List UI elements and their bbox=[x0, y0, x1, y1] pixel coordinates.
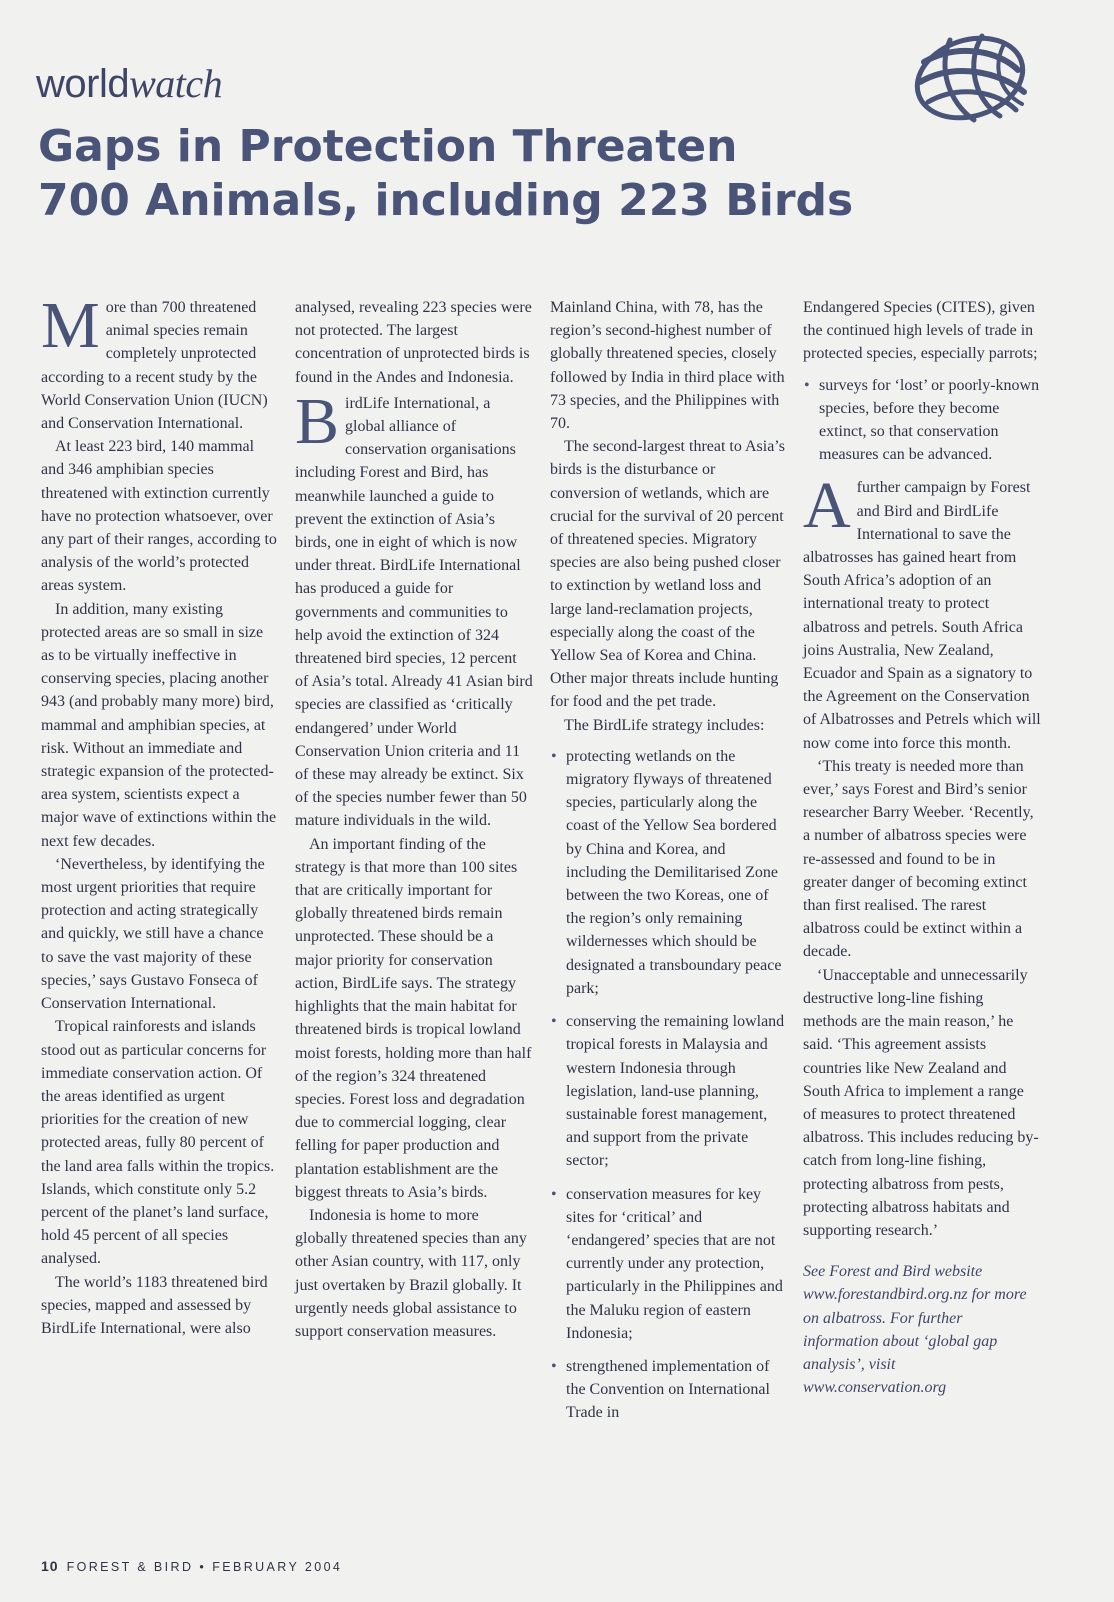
section-word-1: world bbox=[36, 62, 130, 106]
list-item-continued: Endangered Species (CITES), given the continued high levels of trade in protected species, especially parrots; bbox=[803, 299, 1038, 363]
paragraph: The BirdLife strategy includes: bbox=[564, 716, 765, 734]
footer-separator: • bbox=[199, 1560, 207, 1574]
article-column-1 bbox=[41, 289, 279, 1340]
paragraph: An important finding of the strategy is that more than 100 sites that are critically important for globally threatened birds remain unprotected. These should be a major priority for conservation action, BirdLife says. The strategy highlights that the main habitat for threatened birds is tropical lowland moist forests, holding more than half of the region’s 324 threatened species. Forest loss and degradation due to commercial logging, clear felling for paper production and plantation establishment are the biggest threats to Asia’s birds. bbox=[295, 835, 532, 1201]
list-item: • conservation measures for key sites for ‘critical’ and ‘endangered’ species that are not currently under any protection, particularly in the Philippines and the Maluku region of eastern Indonesia; bbox=[550, 1183, 788, 1345]
paragraph: Mainland China, with 78, has the region’s second-highest number of globally threatened species, closely followed by India in third place with 73 species, and the Philippines with 70. bbox=[550, 299, 785, 433]
strategy-list bbox=[550, 745, 788, 1425]
paragraph-text: irdLife International, a global alliance of conservation organisations including Forest and Bird, has meanwhile launched a guide to prevent the extinction of Asia’s birds, one in eight of which is now under threat. BirdLife International has produced a guide for governments and communities to help avoid the extinction of 324 threatened bird species, 12 percent of Asia’s total. Already 41 Asian bird species are classified as ‘critically endangered’ under World Conservation Union criteria and 11 of these may already be extinct. Six of the species number fewer than 50 mature individuals in the wild. bbox=[295, 394, 533, 830]
list-item: • conserving the remaining lowland tropical forests in Malaysia and western Indonesia through legislation, land-use planning, sustainable forest management, and support from the private sector; bbox=[550, 1010, 788, 1172]
paragraph bbox=[295, 384, 533, 833]
strategy-list-continued bbox=[803, 374, 1041, 467]
further-info-note: See Forest and Bird website www.forestandbird.org.nz for more on albatross. For further information about ‘global gap analysis’, visit www.conservation.org bbox=[803, 1263, 1027, 1397]
list-item: • surveys for ‘lost’ or poorly-known species, before they become extinct, so that conservation measures can be advanced. bbox=[803, 374, 1041, 467]
page-footer bbox=[41, 1558, 342, 1574]
article-column-4 bbox=[803, 296, 1041, 1399]
drop-cap: A bbox=[803, 469, 851, 543]
drop-cap: M bbox=[41, 289, 100, 362]
drop-cap: B bbox=[295, 384, 340, 458]
article-column-2 bbox=[295, 296, 533, 1343]
paragraph-text: ore than 700 threatened animal species remain completely unprotected according to a recent study by the World Conservation Union (IUCN) and Conservation International. bbox=[41, 299, 268, 433]
headline-line-1: Gaps in Protection Threaten bbox=[38, 121, 738, 172]
paragraph bbox=[41, 289, 279, 435]
paragraph: The second-largest threat to Asia’s birds is the disturbance or conversion of wetlands, which are crucial for the survival of 20 percent of threatened species. Migratory species are also being pushed closer to extinction by wetland loss and large land-reclamation projects, especially along the coast of the Yellow Sea of Korea and China. Other major threats include hunting for food and the pet trade. bbox=[550, 438, 785, 711]
paragraph: analysed, revealing 223 species were not protected. The largest concentration of unprotected birds is found in the Andes and Indonesia. bbox=[295, 299, 532, 386]
paragraph: ‘This treaty is needed more than ever,’ says Forest and Bird’s senior researcher Barry Weeber. ‘Recently, a number of albatross species were re-assessed and found to be in greater danger of becoming extinct than first realised. The rarest albatross could be extinct within a decade. bbox=[803, 757, 1034, 961]
headline-line-2: 700 Animals, including 223 Birds bbox=[38, 175, 854, 226]
list-item: • strengthened implementation of the Convention on International Trade in bbox=[550, 1355, 788, 1425]
section-heading bbox=[36, 60, 222, 107]
paragraph: In addition, many existing protected areas are so small in size as to be virtually ineffective in conserving species, placing another 943 (and probably many more) bird, mammal and amphibian species, at risk. Without an immediate and strategic expansion of the protected-area system, scientists expect a major wave of extinctions within the next few decades. bbox=[41, 600, 277, 850]
paragraph bbox=[803, 469, 1041, 754]
article-column-3 bbox=[550, 296, 788, 1435]
issue-date: FEBRUARY 2004 bbox=[212, 1560, 343, 1574]
page-number: 10 bbox=[41, 1558, 59, 1574]
paragraph: ‘Unacceptable and unnecessarily destructive long-line fishing methods are the main reason,’ he said. ‘This agreement assists countries like New Zealand and South Africa to implement a range of measures to protect threatened albatross. This includes reducing by-catch from long-line fishing, protecting albatross from pests, protecting albatross habitats and supporting research.’ bbox=[803, 966, 1039, 1239]
paragraph: Tropical rainforests and islands stood out as particular concerns for immediate conservation action. Of the areas identified as urgent priorities for the creation of new protected areas, fully 80 percent of the land area falls within the tropics. Islands, which constitute only 5.2 percent of the planet’s land surface, hold 45 percent of all species analysed. bbox=[41, 1018, 275, 1268]
section-word-2: watch bbox=[129, 61, 223, 106]
paragraph-text: further campaign by Forest and Bird and BirdLife International to save the albatrosses has gained heart from South Africa’s adoption of an international treaty to protect albatross and petrels. South Africa joins Australia, New Zealand, Ecuador and Spain as a signatory to the Agreement on the Conservation of Albatrosses and Petrels which will now come into force this month. bbox=[803, 479, 1041, 752]
paragraph: At least 223 bird, 140 mammal and 346 amphibian species threatened with extinction currently have no protection whatsoever, over any part of their ranges, according to analysis of the world’s protected areas system. bbox=[41, 438, 277, 595]
globe-logo-icon bbox=[900, 22, 1040, 132]
publication-name: FOREST & BIRD bbox=[66, 1560, 194, 1574]
paragraph: Indonesia is home to more globally threatened species than any other Asian country, with 117, only just overtaken by Brazil globally. It urgently needs global assistance to support conservation measures. bbox=[295, 1206, 527, 1340]
paragraph: The world’s 1183 threatened bird species, mapped and assessed by BirdLife International, were also bbox=[41, 1273, 268, 1337]
article-headline bbox=[38, 120, 858, 228]
list-item: • protecting wetlands on the migratory flyways of threatened species, particularly along the coast of the Yellow Sea bordered by China and Korea, and including the Demilitarised Zone between the two Koreas, one of the region’s only remaining wildernesses which should be designated a transboundary peace park; bbox=[550, 745, 788, 1000]
paragraph: ‘Nevertheless, by identifying the most urgent priorities that require protection and acting strategically and quickly, we still have a chance to save the vast majority of these species,’ says Gustavo Fonseca of Conservation International. bbox=[41, 855, 265, 1013]
